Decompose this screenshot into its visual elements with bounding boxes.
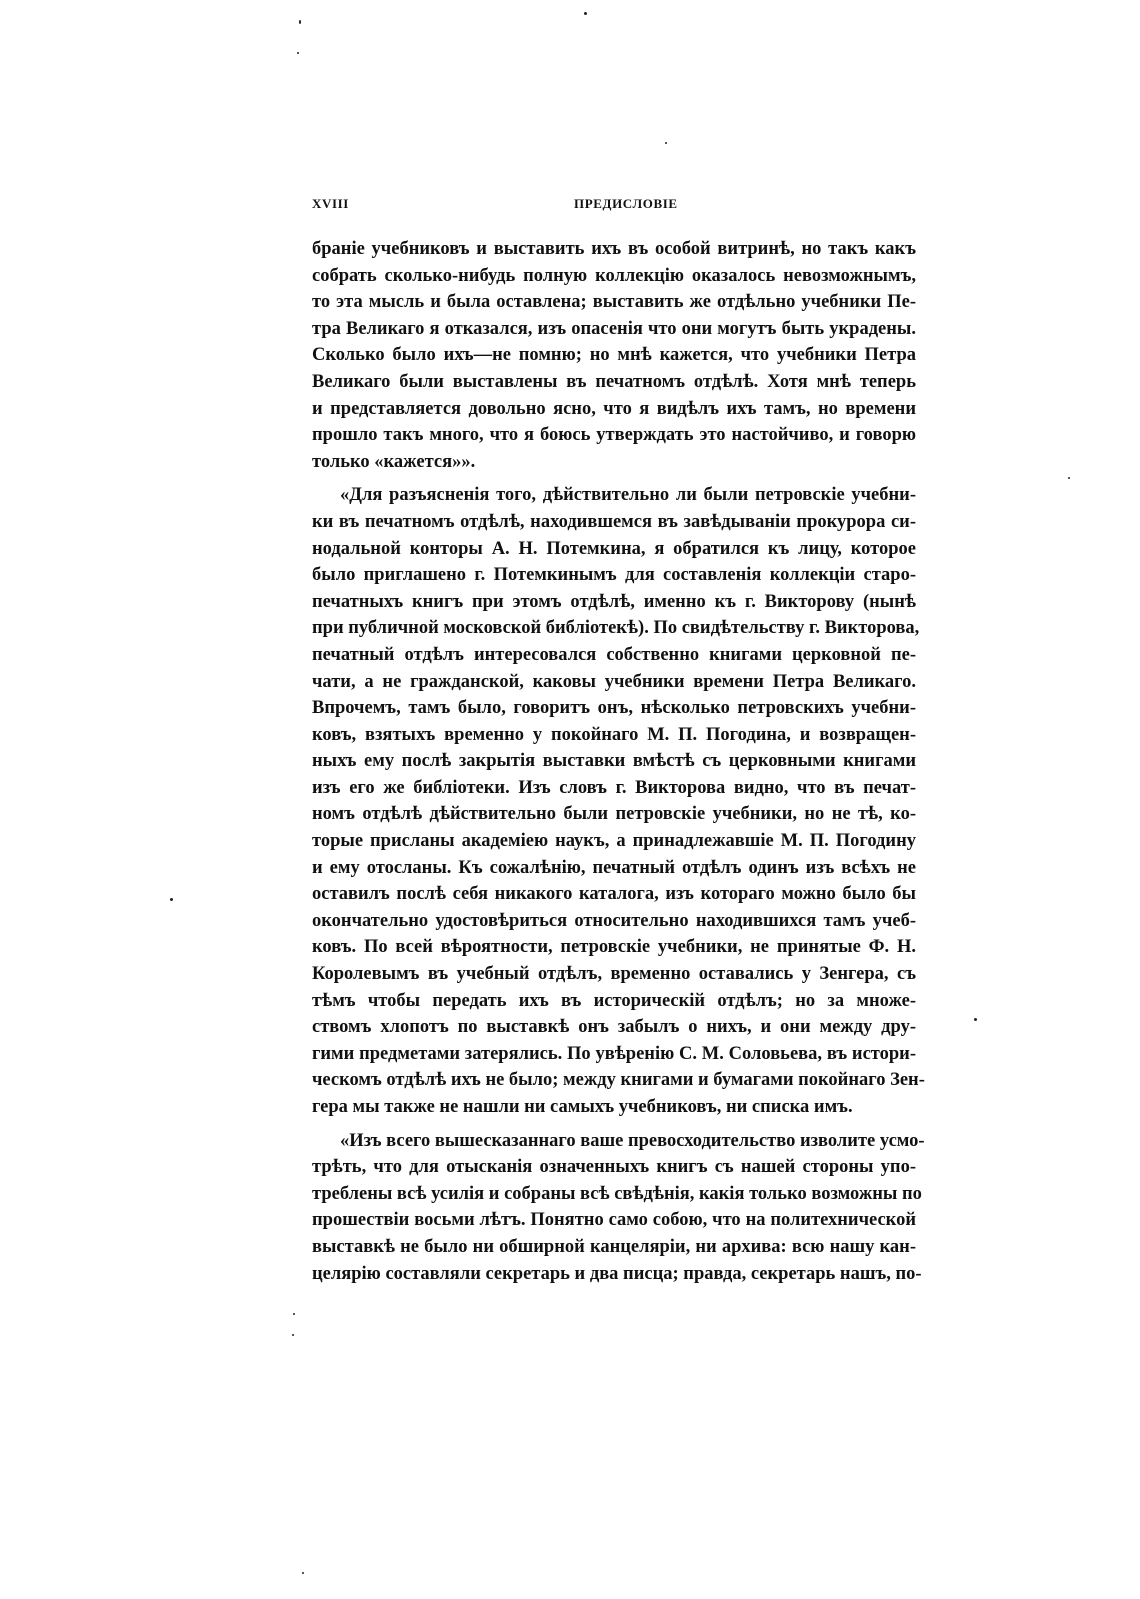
scan-speck <box>299 20 301 24</box>
text-line: печатный отдѣлъ интересовался собственно книгами церковной пе- <box>312 644 916 665</box>
text-line: прошествіи восьми лѣтъ. Понятно само собою, что на политехнической <box>312 1210 916 1231</box>
text-line: ческомъ отдѣлѣ ихъ не было; между книгами и бумагами покойнаго Зен- <box>312 1070 925 1091</box>
text-line: то эта мысль и была оставлена; выставить же отдѣльно учебники Пе- <box>312 292 916 313</box>
scan-speck <box>292 1334 294 1336</box>
text-line: гера мы также не нашли ни самыхъ учебниковъ, ни списка имъ. <box>312 1097 853 1117</box>
text-line: Великаго были выставлены въ печатномъ отдѣлѣ. Хотя мнѣ теперь <box>312 371 916 392</box>
text-line: торые присланы академіею наукъ, а принадлежавшіе М. П. Погодину <box>312 831 916 852</box>
paragraph-1 <box>312 236 916 475</box>
scan-speck <box>974 1018 977 1021</box>
text-line: гими предметами затерялись. По увѣренію С. М. Соловьева, въ истори- <box>312 1043 916 1064</box>
text-line: «Изъ всего вышесказаннаго ваше превосходительство изволите усмо- <box>340 1130 925 1151</box>
text-line: и ему отосланы. Къ сожалѣнію, печатный отдѣлъ одинъ изъ всѣхъ не <box>312 857 916 878</box>
text-line: собрать сколько-нибудь полную коллекцію оказалось невозможнымъ, <box>312 265 916 286</box>
text-line: прошло такъ много, что я боюсь утверждать это настойчиво, и говорю <box>312 425 916 446</box>
scan-speck <box>665 142 667 144</box>
text-line: ки въ печатномъ отдѣлѣ, находившемся въ завѣдываніи прокурора си- <box>312 511 916 532</box>
paragraph-gap <box>312 475 916 482</box>
text-line: чати, а не гражданской, каковы учебники времени Петра Великаго. <box>312 671 916 692</box>
page-header <box>312 196 916 220</box>
text-line: ныхъ ему послѣ закрытія выставки вмѣстѣ съ церковными книгами <box>312 751 916 772</box>
text-line: Впрочемъ, тамъ было, говоритъ онъ, нѣсколько петровскихъ учебни- <box>312 698 916 719</box>
text-line: только «кажется»». <box>312 451 476 472</box>
scan-speck <box>170 898 173 901</box>
paragraph-3 <box>312 1128 925 1288</box>
text-line: тра Великаго я отказался, изъ опасенія что они могутъ быть украдены. <box>312 318 916 339</box>
text-line: ствомъ хлопотъ по выставкѣ онъ забылъ о нихъ, и они между дру- <box>312 1017 916 1038</box>
text-line: трѣть, что для отысканія означенныхъ книгъ съ нашей стороны упо- <box>312 1157 916 1178</box>
text-line: было приглашено г. Потемкинымъ для составленія коллекціи старо- <box>312 565 916 586</box>
text-line: окончательно удостовѣриться относительно находившихся тамъ учеб- <box>312 910 916 931</box>
running-title: ПРЕДИСЛОВІЕ <box>574 196 678 211</box>
paragraph-2 <box>312 482 925 1120</box>
text-line: тѣмъ чтобы передать ихъ въ историческій отдѣлъ; но за множе- <box>312 990 916 1011</box>
page-number: XVIII <box>312 196 349 211</box>
text-line: при публичной московской библіотекѣ). По свидѣтельству г. Викторова, <box>312 618 920 639</box>
body-text <box>312 236 925 1287</box>
text-line: Сколько было ихъ—не помню; но мнѣ кажется, что учебники Петра <box>312 345 916 366</box>
scan-speck <box>1068 477 1070 479</box>
text-line: браніе учебниковъ и выставить ихъ въ особой витринѣ, но такъ какъ <box>312 239 916 259</box>
scan-speck <box>297 52 299 54</box>
scan-speck <box>302 1572 304 1574</box>
scan-speck <box>584 12 587 15</box>
text-line: печатныхъ книгъ при этомъ отдѣлѣ, именно къ г. Викторову (нынѣ <box>312 591 916 612</box>
text-line: и представляется довольно ясно, что я видѣлъ ихъ тамъ, но времени <box>312 398 916 419</box>
paragraph-gap <box>312 1121 916 1128</box>
text-line: изъ его же библіотеки. Изъ словъ г. Викторова видно, что въ печат- <box>312 777 916 798</box>
text-line: ковъ. По всей вѣроятности, петровскіе учебники, не принятые Ф. Н. <box>312 937 916 958</box>
text-line: треблены всѣ усилія и собраны всѣ свѣдѣнія, какія только возможны по <box>312 1183 922 1204</box>
text-line: «Для разъясненія того, дѣйствительно ли были петровскіе учебни- <box>340 485 916 506</box>
text-line: номъ отдѣлѣ дѣйствительно были петровскіе учебники, но не тѣ, ко- <box>312 804 916 825</box>
text-line: оставилъ послѣ себя никакого каталога, изъ котораго можно было бы <box>312 884 916 905</box>
text-line: Королевымъ въ учебный отдѣлъ, временно оставались у Зенгера, съ <box>312 964 916 985</box>
text-line: целярію составляли секретарь и два писца; правда, секретарь нашъ, по- <box>312 1263 922 1284</box>
text-line: выставкѣ не было ни обширной канцеляріи, ни архива: всю нашу кан- <box>312 1236 916 1257</box>
scan-speck <box>293 1313 295 1315</box>
text-line: нодальной конторы А. Н. Потемкина, я обратился къ лицу, которое <box>312 538 916 559</box>
text-line: ковъ, взятыхъ временно у покойнаго М. П. Погодина, и возвращен- <box>312 724 916 745</box>
